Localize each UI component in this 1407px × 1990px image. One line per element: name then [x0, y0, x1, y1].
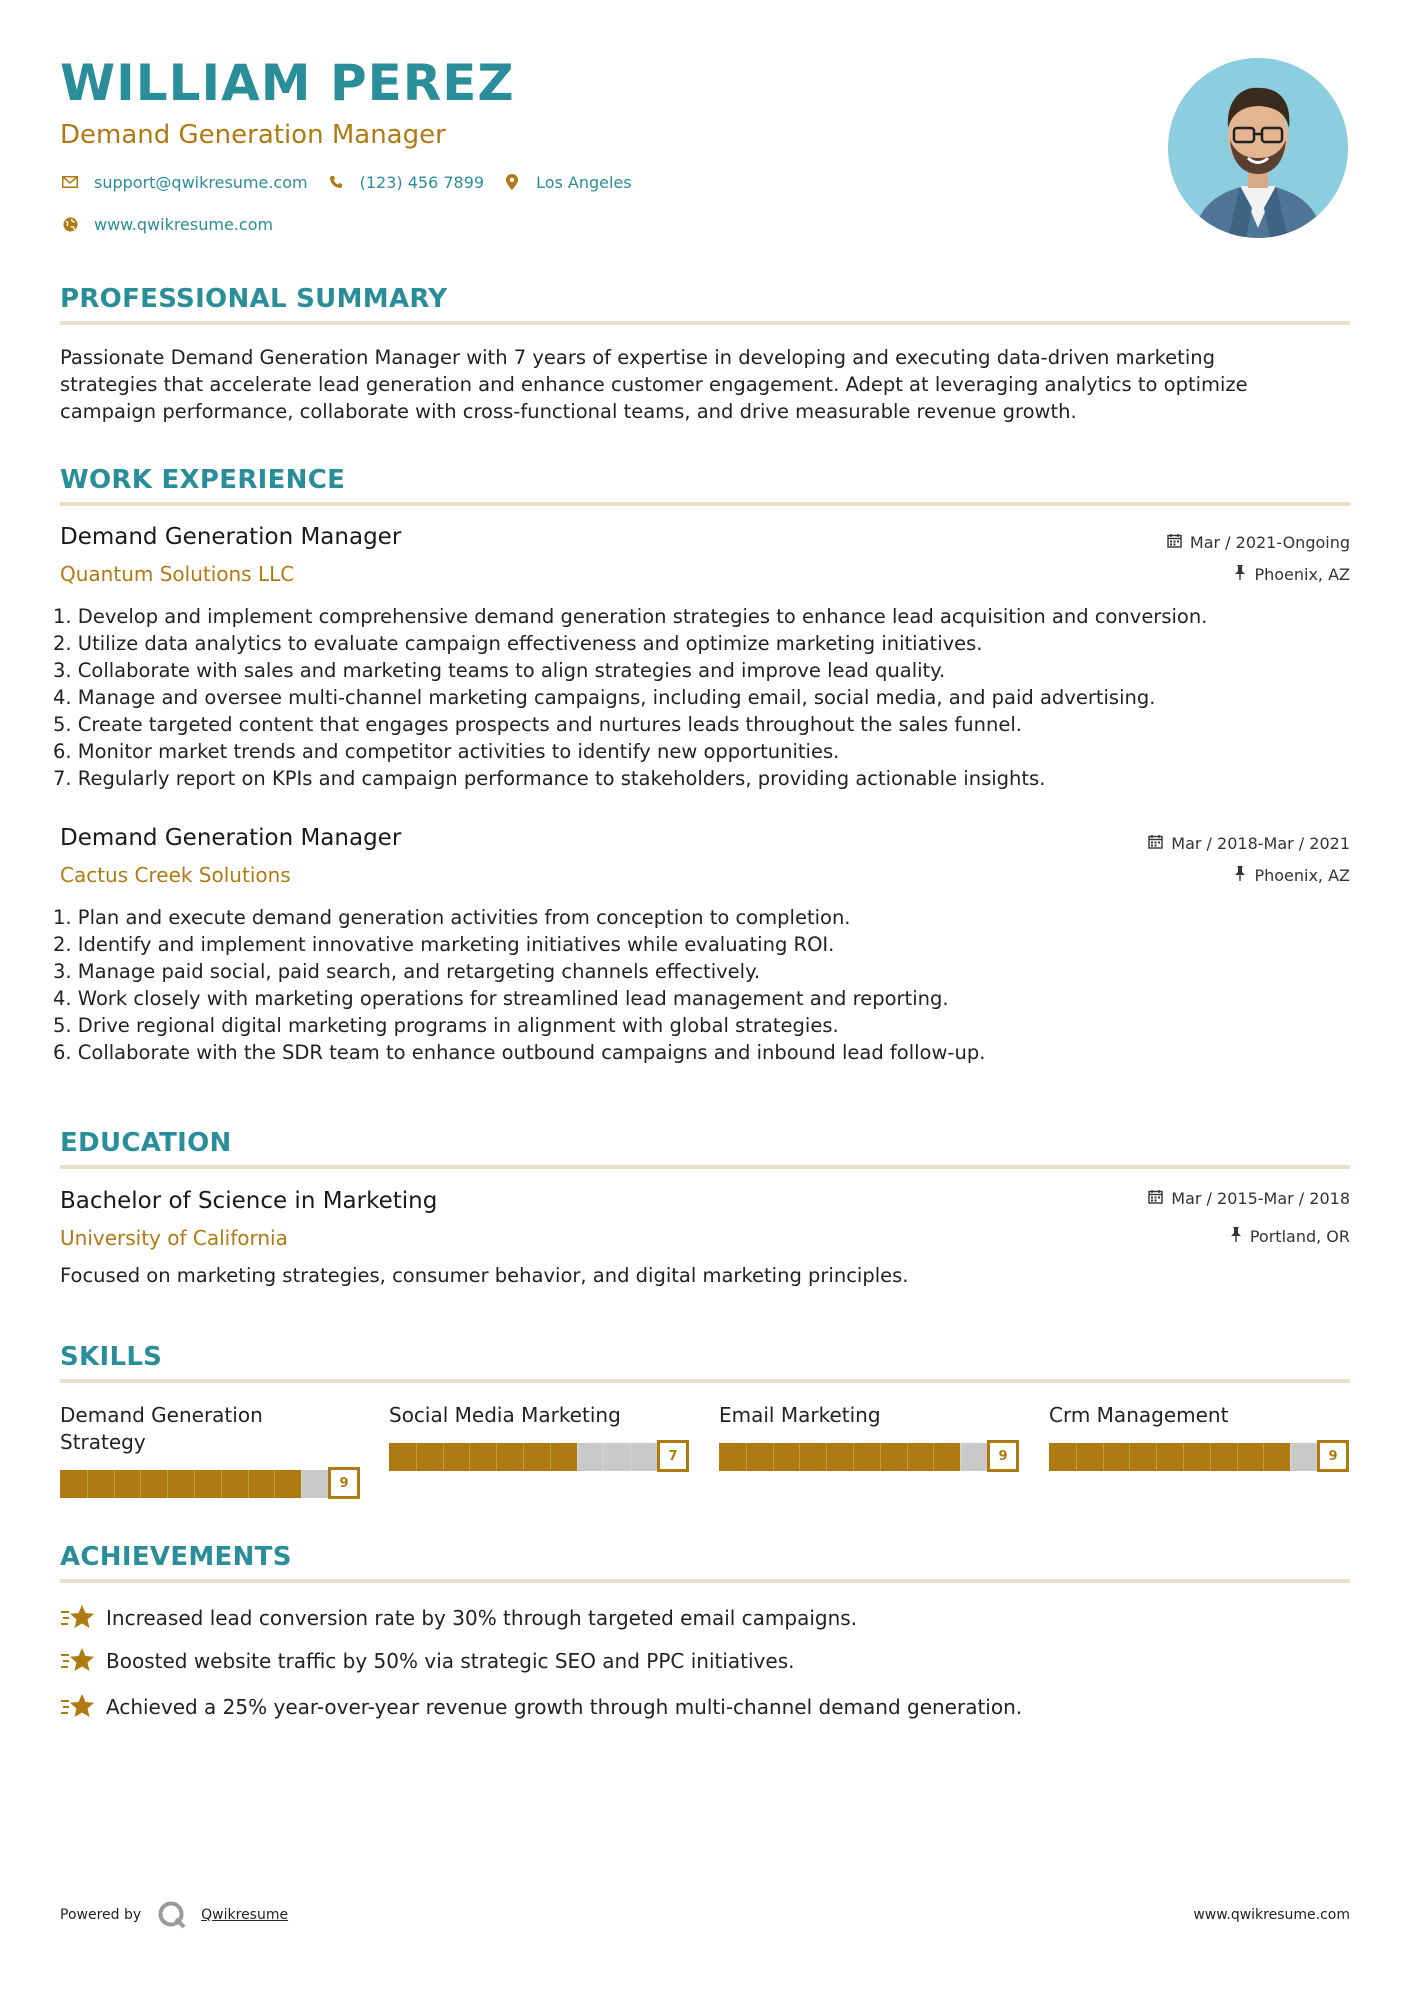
- achievements-heading: ACHIEVEMENTS: [60, 1542, 292, 1572]
- star-achievement-icon: [60, 1646, 96, 1676]
- list-item: 6. Collaborate with the SDR team to enhance outbound campaigns and inbound lead follow-up.: [53, 1041, 986, 1064]
- job-dates-text: Mar / 2018-Mar / 2021: [1171, 834, 1350, 853]
- skills-divider: [60, 1379, 1350, 1383]
- skill-bar-segment: [933, 1443, 934, 1471]
- job-duties-list: [53, 904, 1343, 1066]
- summary-text: [60, 344, 1350, 425]
- skill-bar-segment: [301, 1470, 302, 1498]
- skill-name: Crm Management: [1049, 1403, 1229, 1427]
- skill-bar-segment: [907, 1443, 908, 1471]
- skill-bar-segment: [1237, 1443, 1238, 1471]
- contact-row: [60, 172, 650, 192]
- calendar-icon: [1148, 834, 1163, 853]
- skill-bar-fill: [719, 1443, 960, 1471]
- skill-bar-segment: [114, 1470, 115, 1498]
- education-location: [1230, 1227, 1350, 1246]
- skill-bar-segment: [523, 1443, 524, 1471]
- skill-bar-fill: [60, 1470, 301, 1498]
- list-item: 5. Drive regional digital marketing programs in alignment with global strategies.: [53, 1014, 839, 1037]
- achievement-item: [60, 1692, 1022, 1722]
- job-location: [1234, 565, 1350, 584]
- skill-level-bar: [60, 1467, 360, 1497]
- summary-heading: PROFESSIONAL SUMMARY: [60, 284, 448, 314]
- skill-bar-segment: [577, 1443, 578, 1471]
- phone-number[interactable]: (123) 456 7899: [359, 172, 485, 192]
- website-link[interactable]: www.qwikresume.com: [94, 214, 274, 234]
- skill-bar-segment: [469, 1443, 470, 1471]
- skill-bar-segment: [221, 1470, 222, 1498]
- email-icon: [60, 172, 80, 192]
- skill-bar-segment: [443, 1443, 444, 1471]
- skill-level-bar: [1049, 1440, 1349, 1470]
- skill-level-bar: [389, 1440, 689, 1470]
- skill-bar-segment: [960, 1443, 961, 1471]
- skill-bar-segment: [1103, 1443, 1104, 1471]
- list-item: 2. Identify and implement innovative marketing initiatives while evaluating ROI.: [53, 933, 835, 956]
- summary-line: strategies that accelerate lead generation and enhance customer engagement. Adept at leveraging analytics to optimize: [60, 373, 1248, 396]
- job-location-text: Phoenix, AZ: [1254, 565, 1350, 584]
- skill-name: Email Marketing: [719, 1403, 881, 1427]
- candidate-title: Demand Generation Manager: [60, 120, 446, 150]
- skill-level-bar: [719, 1440, 1019, 1470]
- education-divider: [60, 1165, 1350, 1169]
- degree-title: Bachelor of Science in Marketing: [60, 1188, 438, 1214]
- qwikresume-link[interactable]: Qwikresume: [201, 1907, 289, 1923]
- job-title: Demand Generation Manager: [60, 825, 402, 851]
- skill-bar-segment: [880, 1443, 881, 1471]
- achievement-text: Boosted website traffic by 50% via strategic SEO and PPC initiatives.: [106, 1649, 795, 1673]
- skills-heading: SKILLS: [60, 1342, 163, 1372]
- skill-bar-segment: [274, 1470, 275, 1498]
- skill-score-badge: 7: [657, 1440, 689, 1472]
- experience-divider: [60, 502, 1350, 506]
- summary-line: Passionate Demand Generation Manager with 7 years of expertise in developing and executing data-driven marketing: [60, 346, 1215, 369]
- list-item: 1. Plan and execute demand generation activities from conception to completion.: [53, 906, 851, 929]
- achievement-text: Achieved a 25% year-over-year revenue growth through multi-channel demand generation.: [106, 1695, 1023, 1719]
- education-heading: EDUCATION: [60, 1128, 232, 1158]
- skill-bar-segment: [799, 1443, 800, 1471]
- experience-heading: WORK EXPERIENCE: [60, 465, 346, 495]
- skill-bar-segment: [1076, 1443, 1077, 1471]
- skill-bar-fill: [1049, 1443, 1290, 1471]
- list-item: 7. Regularly report on KPIs and campaign performance to stakeholders, providing actionable insights.: [53, 767, 1046, 790]
- calendar-icon: [1148, 1189, 1163, 1208]
- location-text: Los Angeles: [536, 172, 632, 192]
- education-location-text: Portland, OR: [1249, 1227, 1350, 1246]
- achievement-text: Increased lead conversion rate by 30% through targeted email campaigns.: [106, 1606, 858, 1630]
- summary-divider: [60, 321, 1350, 325]
- skill-bar-segment: [194, 1470, 195, 1498]
- email-link[interactable]: support@qwikresume.com: [94, 172, 308, 192]
- resume-page: [53, 0, 1350, 1990]
- education-description: Focused on marketing strategies, consumer behavior, and digital marketing principles.: [60, 1264, 909, 1287]
- footer-url[interactable]: www.qwikresume.com: [1193, 1907, 1350, 1923]
- job-dates: [1167, 533, 1350, 552]
- achievement-item: [60, 1646, 794, 1676]
- skill-score-badge: 9: [328, 1467, 360, 1499]
- skill-name-line2: Strategy: [60, 1430, 146, 1454]
- location-pin-icon: [502, 172, 522, 192]
- pushpin-icon: [1234, 866, 1246, 885]
- candidate-name: WILLIAM PEREZ: [60, 54, 515, 112]
- skill-bar-segment: [826, 1443, 827, 1471]
- skill-bar-segment: [167, 1470, 168, 1498]
- qwikresume-logo-icon: [157, 1900, 187, 1930]
- list-item: 3. Manage paid social, paid search, and retargeting channels effectively.: [53, 960, 761, 983]
- star-achievement-icon: [60, 1603, 96, 1633]
- achievements-divider: [60, 1579, 1350, 1583]
- profile-photo: [1168, 58, 1348, 238]
- skill-name: Demand Generation: [60, 1403, 263, 1427]
- job-location: [1234, 866, 1350, 885]
- skill-item: [60, 1402, 360, 1491]
- skill-bar-segment: [1156, 1443, 1157, 1471]
- job-location-text: Phoenix, AZ: [1254, 866, 1350, 885]
- skill-bar-segment: [1210, 1443, 1211, 1471]
- pushpin-icon: [1234, 565, 1246, 584]
- summary-line: campaign performance, collaborate with cross-functional teams, and drive measurable revenue growth.: [60, 400, 1077, 423]
- school-name: University of California: [60, 1226, 288, 1250]
- education-dates: [1148, 1189, 1350, 1208]
- list-item: 4. Manage and oversee multi-channel marketing campaigns, including email, social media, and paid advertising.: [53, 686, 1156, 709]
- skill-bar-segment: [1129, 1443, 1130, 1471]
- list-item: 6. Monitor market trends and competitor activities to identify new opportunities.: [53, 740, 840, 763]
- skill-bar-segment: [853, 1443, 854, 1471]
- list-item: 2. Utilize data analytics to evaluate campaign effectiveness and optimize marketing initiatives.: [53, 632, 983, 655]
- skill-bar-segment: [1290, 1443, 1291, 1471]
- skill-bar-segment: [773, 1443, 774, 1471]
- company-name: Quantum Solutions LLC: [60, 562, 295, 586]
- skill-bar-segment: [140, 1470, 141, 1498]
- list-item: 5. Create targeted content that engages prospects and nurtures leads throughout the sales funnel.: [53, 713, 1022, 736]
- company-name: Cactus Creek Solutions: [60, 863, 291, 887]
- education-dates-text: Mar / 2015-Mar / 2018: [1171, 1189, 1350, 1208]
- list-item: 3. Collaborate with sales and marketing teams to align strategies and improve lead quality.: [53, 659, 946, 682]
- skill-score-badge: 9: [1317, 1440, 1349, 1472]
- skill-item: [719, 1402, 1019, 1464]
- skill-bar-segment: [248, 1470, 249, 1498]
- skill-bar-segment: [630, 1443, 631, 1471]
- skill-item: [389, 1402, 689, 1464]
- skill-bar-segment: [746, 1443, 747, 1471]
- skill-bar-segment: [550, 1443, 551, 1471]
- skill-item: [1049, 1402, 1349, 1464]
- skill-name: Social Media Marketing: [389, 1403, 621, 1427]
- skill-bar-segment: [1183, 1443, 1184, 1471]
- skill-bar-segment: [1263, 1443, 1264, 1471]
- job-title: Demand Generation Manager: [60, 524, 402, 550]
- list-item: 1. Develop and implement comprehensive demand generation strategies to enhance lead acquisition and conversion.: [53, 605, 1208, 628]
- skill-bar-segment: [87, 1470, 88, 1498]
- job-duties-list: [53, 603, 1343, 792]
- powered-by-label: Powered by: [60, 1907, 142, 1923]
- star-achievement-icon: [60, 1692, 96, 1722]
- globe-icon: [60, 214, 80, 234]
- skill-bar-segment: [603, 1443, 604, 1471]
- skill-bar-segment: [416, 1443, 417, 1471]
- skill-score-badge: 9: [987, 1440, 1019, 1472]
- footer-powered-by: [60, 1900, 288, 1930]
- phone-icon: [326, 172, 346, 192]
- skill-bar-segment: [496, 1443, 497, 1471]
- job-dates: [1148, 834, 1350, 853]
- pushpin-icon: [1230, 1227, 1242, 1246]
- job-dates-text: Mar / 2021-Ongoing: [1189, 533, 1350, 552]
- achievement-item: [60, 1603, 857, 1633]
- list-item: 4. Work closely with marketing operations for streamlined lead management and reporting.: [53, 987, 949, 1010]
- skill-bar-fill: [389, 1443, 577, 1471]
- calendar-icon: [1167, 533, 1182, 552]
- website-row: [60, 214, 291, 234]
